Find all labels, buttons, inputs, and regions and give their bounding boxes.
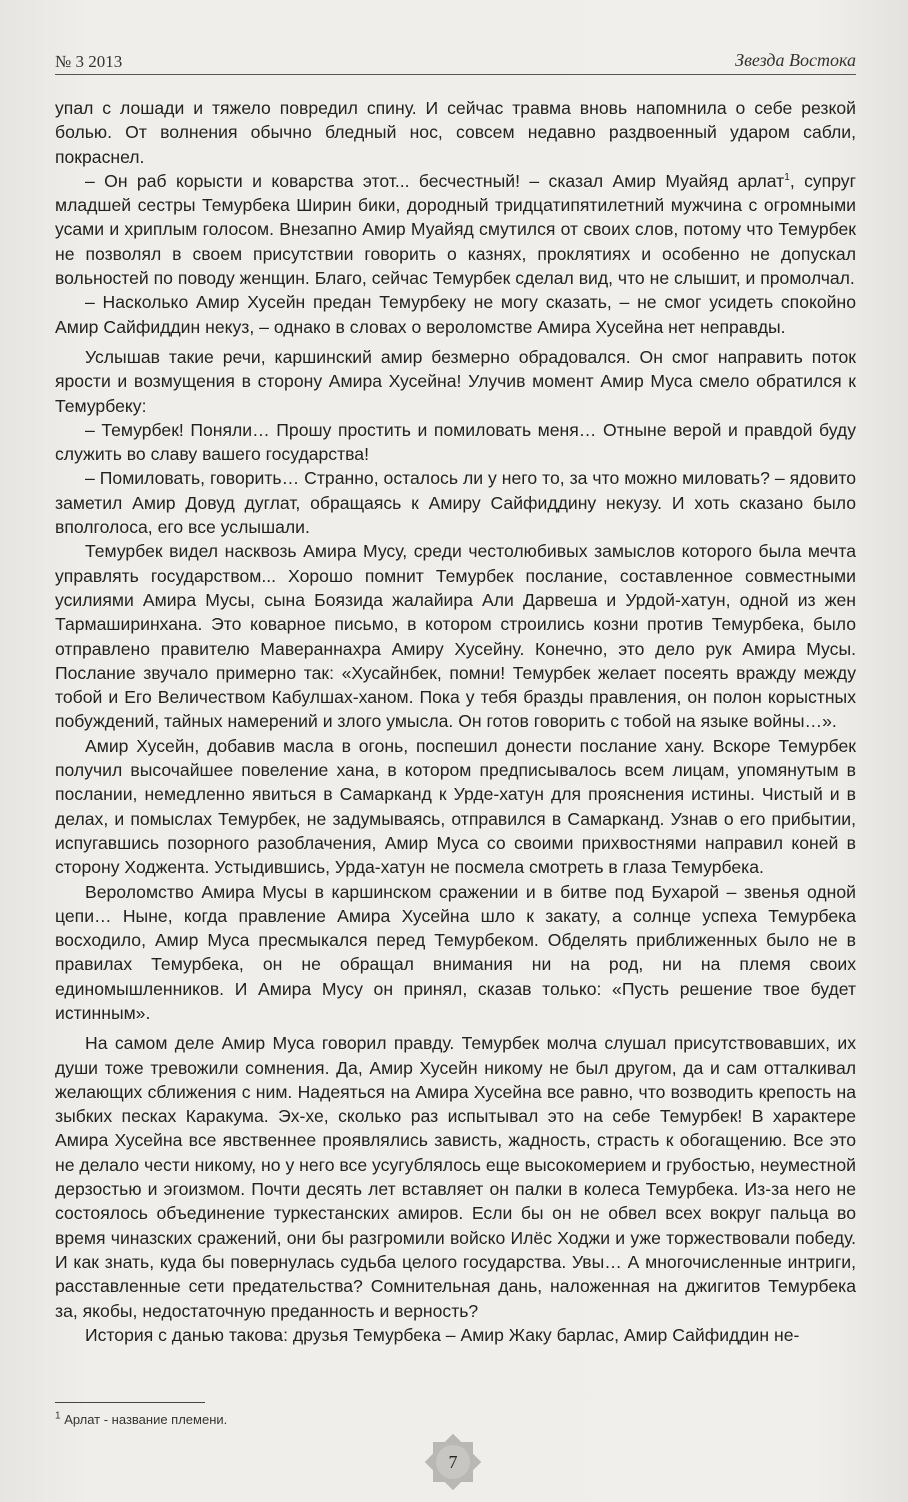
footnote-text: Арлат - название племени. [64, 1412, 228, 1427]
page-number: 7 [448, 1452, 458, 1472]
paragraph: История с данью такова: друзья Темурбека – Амир Жаку барлас, Амир Сайфиддин не- [85, 1324, 800, 1345]
paragraph-text: , супруг младшей сестры Темурбека Ширин бики, дородный тридцатипятилетний мужчина с огромными усами и хриплым голосом. Внезапно Амир Муайяд смутился от своих слов, потому что Темурбек не позволял в своем присутствии говорить о казнях, проклятиях и особенно не допускал вольностей по поводу женщин. Благо, сейчас Темурбек сделал вид, что не слышит, и промолчал. [55, 170, 856, 289]
journal-title: Звезда Востока [735, 50, 856, 70]
footnote [55, 1412, 227, 1427]
footnote-reference[interactable]: 1 [784, 172, 790, 184]
paragraph: – Насколько Амир Хусейн предан Темурбеку не могу сказать, – не смог усидеть спокойно Амир Сайфиддин некуз, – однако в словах о вероломстве Амира Хусейна нет неправды. [55, 292, 856, 337]
paragraph-text: – Он раб корысти и коварства этот... бесчестный! – сказал Амир Муайяд арлат [85, 170, 785, 191]
paragraph: Вероломство Амира Мусы в каршинском сражении и в битве под Бухарой – звенья одной цепи… Ныне, когда правление Амира Хусейна шло к закату, а солнце успеха Темурбека восходило, Амир Муса пресмыкался перед Темурбеком. Обделять приближенных было не в правилах Темурбека, он не обращал внимания ни на род, ни на племя своих единомышленников. И Амира Мусу он принял, сказав только: «Пусть решение твое будет истинным». [55, 881, 856, 1023]
paragraph: На самом деле Амир Муса говорил правду. Темурбек молча слушал присутствовавших, их души тоже тревожили сомнения. Да, Амир Хусейн никому не был другом, да и сам отталкивал желающих сближения с ним. Надеяться на Амира Хусейна все равно, что возводить крепость на зыбких песках Каракума. Эх-хе, сколько раз испытывал это на себе Темурбек! В характере Амира Хусейна все явственнее проявлялись зависть, жадность, страсть к обогащению. Все это не делало чести никому, но у него все усугублялось еще высокомерием и грубостью, неуместной дерзостью и эгоизмом. Почти десять лет вставляет он палки в колеса Темурбека. Из-за него не состоялось объединение туркестанских амиров. Если бы он не обвел всех вокруг пальца во время чиназских сражений, они бы разгромили войско Илёс Ходжи и уже торжествовали победу. И как знать, куда бы повернулась судьба целого государства. Увы… А многочисленные интриги, расставленные сети предательства? Сомнительная дань, наложенная на джигитов Темурбека за, якобы, недостаточную преданность и верность? [55, 1033, 856, 1321]
footnote-divider [55, 1402, 205, 1403]
article-body [55, 96, 856, 1347]
paragraph [55, 169, 856, 290]
footnote-marker: 1 [55, 1410, 61, 1422]
paragraph: упал с лошади и тяжело повредил спину. И сейчас травма вновь напомнила о себе резкой болью. От волнения обычно бледный нос, совсем недавно раздвоенный ударом сабли, покраснел. [55, 98, 856, 167]
page-number-badge [423, 1432, 483, 1492]
paragraph: – Помиловать, говорить… Странно, осталось ли у него то, за что можно миловать? – ядовито заметил Амир Довуд дуглат, обращаясь к Амиру Сайфиддину некузу. И хоть сказано было вполголоса, его все услышали. [55, 468, 856, 538]
paragraph: Амир Хусейн, добавив масла в огонь, поспешил донести послание хану. Вскоре Темурбек получил высочайшее повеление хана, в котором предписывалось всем лицам, упомянутым в послании, немедленно явиться в Самарканд к Урде-хатун для прояснения истины. Чистый и в делах, и помыслах Темурбек, не задумываясь, отправился в Самарканд. Узнав о его прибытии, испугавшись позорного разоблачения, Амир Муса со своими прихвостнями направил коней в сторону Ходжента. Устыдившись, Урда-хатун не посмела смотреть в глаза Темурбека. [55, 735, 856, 878]
running-header [55, 44, 856, 75]
paragraph: Услышав такие речи, каршинский амир безмерно обрадовался. Он смог направить поток ярости и возмущения в сторону Амира Хусейна! Улучив момент Амир Муса смело обратился к Темурбеку: [55, 346, 856, 416]
issue-number: № 3 2013 [55, 52, 123, 71]
paragraph: Темурбек видел насквозь Амира Мусу, среди честолюбивых замыслов которого была мечта управлять государством... Хорошо помнит Темурбек послание, составленное совместными усилиями Амира Мусы, сына Боязида жалайира Али Дарвеша и Урдой-хатун, одной из жен Тармаширинхана. Это коварное письмо, в котором строились козни против Темурбека, было отправлено правителю Мавераннахра Амиру Хусейну. Конечно, это дело рук Амира Мусы. Послание звучало примерно так: «Хусайнбек, помни! Темурбек желает посеять вражду между тобой и Его Величеством Кабулшах-ханом. Пока у тебя бразды правления, он полон корыстных побуждений, тайных намерений и злого умысла. Он готов говорить с тобой на языке войны…». [55, 541, 856, 732]
paragraph: – Темурбек! Поняли… Прошу простить и помиловать меня… Отныне верой и правдой буду служить во славу вашего государства! [55, 419, 856, 465]
